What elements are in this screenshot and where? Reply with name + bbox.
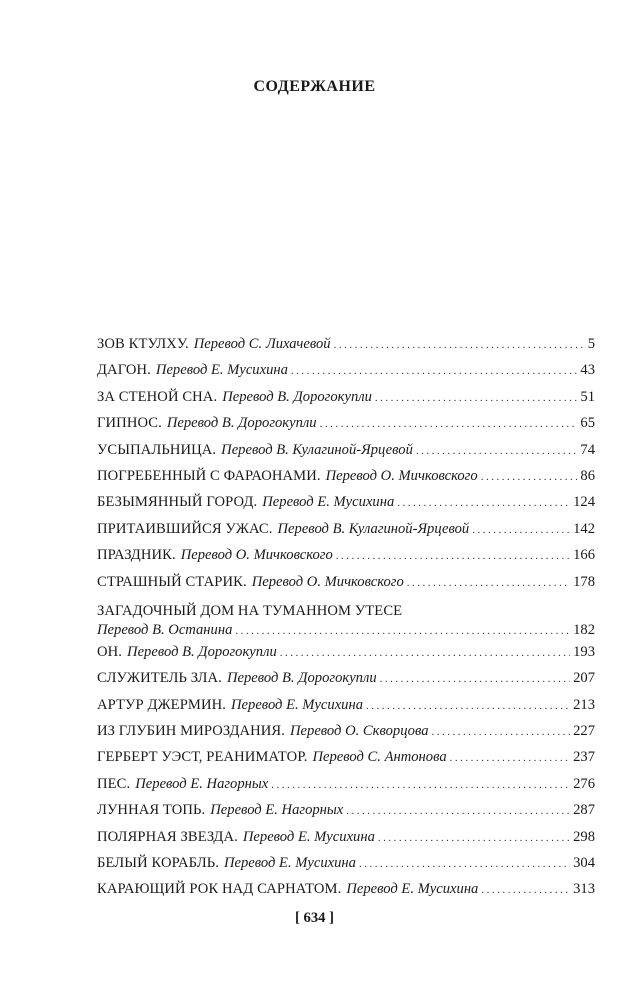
entry-title: ПЕС. [97, 775, 131, 792]
toc-entry [97, 776, 595, 802]
entry-page: 193 [573, 643, 595, 660]
entry-page: 237 [573, 749, 595, 766]
entry-translator: Перевод О. Мичковского [251, 573, 404, 590]
leader-dots [378, 832, 570, 844]
entry-page: 227 [573, 723, 595, 740]
leader-dots [397, 497, 570, 509]
entry-page: 298 [573, 828, 595, 845]
entry-page: 207 [573, 670, 595, 687]
entry-page: 5 [587, 336, 595, 352]
entry-translator: Перевод О. Скворцова [290, 723, 429, 740]
entry-translator: Перевод В. Останина [97, 621, 233, 638]
entry-title: ПОГРЕБЕННЫЙ С ФАРАОНАМИ. [97, 467, 321, 484]
entry-translator: Перевод Е. Мусихина [262, 494, 395, 511]
toc-entry [97, 389, 595, 415]
toc-entry [97, 521, 595, 547]
entry-page: 313 [573, 881, 595, 898]
entry-title: ГИПНОС. [97, 415, 162, 432]
leader-dots [432, 726, 571, 738]
table-of-contents [97, 336, 595, 908]
leader-dots [375, 392, 577, 404]
leader-dots [334, 339, 585, 351]
entry-page: 182 [573, 621, 595, 638]
leader-dots [235, 625, 570, 637]
entry-translator: Перевод Е. Мусихина [242, 828, 375, 845]
toc-entry [97, 547, 595, 573]
toc-entry [97, 415, 595, 441]
toc-entry [97, 881, 595, 907]
entry-title: ЗАГАДОЧНЫЙ ДОМ НА ТУМАННОМ УТЕСЕ [97, 602, 403, 619]
entry-title: ЛУННАЯ ТОПЬ. [97, 802, 206, 819]
leader-dots [407, 577, 570, 589]
toc-entry [97, 670, 595, 696]
entry-translator: Перевод О. Мичковского [180, 547, 333, 564]
leader-dots [366, 700, 570, 712]
entry-page: 65 [580, 415, 595, 432]
toc-entry [97, 855, 595, 881]
leader-dots [359, 858, 570, 870]
toc-entry [97, 749, 595, 775]
entry-translator: Перевод В. Дорогокупли [226, 670, 377, 687]
entry-page: 74 [580, 441, 595, 458]
entry-page: 86 [580, 467, 595, 484]
entry-title: КАРАЮЩИЙ РОК НАД САРНАТОМ. [97, 881, 342, 898]
page-number: [ 634 ] [295, 910, 334, 926]
entry-page: 287 [573, 802, 595, 819]
entry-title: ЗА СТЕНОЙ СНА. [97, 388, 218, 405]
entry-page: 43 [580, 362, 595, 379]
entry-title: СТРАШНЫЙ СТАРИК. [97, 573, 247, 590]
toc-entry [97, 802, 595, 828]
entry-page: 142 [573, 520, 595, 537]
toc-entry [97, 336, 595, 362]
entry-translator: Перевод Е. Нагорных [135, 775, 269, 792]
entry-translator: Перевод Е. Нагорных [210, 802, 344, 819]
entry-title: ОН. [97, 643, 123, 660]
entry-title: ИЗ ГЛУБИН МИРОЗДАНИЯ. [97, 723, 285, 740]
entry-title: ЗОВ КТУЛХУ. [97, 336, 189, 352]
leader-dots [336, 550, 570, 562]
entry-translator: Перевод О. Мичковского [325, 467, 478, 484]
entry-title: СЛУЖИТЕЛЬ ЗЛА. [97, 670, 222, 687]
leader-dots [291, 365, 578, 377]
entry-translator: Перевод С. Антонова [312, 749, 447, 766]
entry-page: 51 [580, 388, 595, 405]
entry-page: 166 [573, 547, 595, 564]
leader-dots [320, 418, 578, 430]
entry-translator: Перевод В. Дорогокупли [222, 388, 372, 405]
entry-title: БЕЗЫМЯННЫЙ ГОРОД. [97, 494, 258, 511]
entry-title: ПРАЗДНИК. [97, 547, 176, 564]
entry-title: БЕЛЫЙ КОРАБЛЬ. [97, 855, 219, 872]
entry-title: ПОЛЯРНАЯ ЗВЕЗДА. [97, 828, 238, 845]
toc-entry [97, 574, 595, 600]
entry-translator: Перевод Е. Мусихина [231, 696, 364, 713]
toc-entry [97, 600, 595, 644]
leader-dots [346, 805, 570, 817]
toc-entry [97, 468, 595, 494]
toc-entry [97, 494, 595, 520]
toc-entry [97, 723, 595, 749]
toc-entry [97, 362, 595, 388]
toc-entry [97, 644, 595, 670]
entry-title: УСЫПАЛЬНИЦА. [97, 441, 217, 458]
entry-title: ГЕРБЕРТ УЭСТ, РЕАНИМАТОР. [97, 749, 308, 766]
entry-translator: Перевод В. Дорогокупли [127, 643, 277, 660]
entry-title: ДАГОН. [97, 362, 151, 379]
entry-translator: Перевод Е. Мусихина [223, 855, 356, 872]
entry-page: 276 [573, 775, 595, 792]
page-title: СОДЕРЖАНИЕ [253, 78, 376, 95]
entry-title: АРТУР ДЖЕРМИН. [97, 696, 227, 713]
leader-dots [416, 445, 578, 457]
leader-dots [450, 752, 570, 764]
entry-translator: Перевод Е. Мусихина [155, 362, 288, 379]
leader-dots [280, 647, 570, 659]
leader-dots [481, 884, 570, 896]
entry-translator: Перевод В. Кулагиной-Ярцевой [221, 441, 413, 458]
entry-translator: Перевод В. Кулагиной-Ярцевой [277, 520, 470, 537]
entry-translator: Перевод В. Дорогокупли [166, 415, 317, 432]
leader-dots [481, 471, 578, 483]
entry-page: 213 [573, 696, 595, 713]
entry-title: ПРИТАИВШИЙСЯ УЖАС. [97, 520, 273, 537]
entry-page: 304 [573, 855, 595, 872]
toc-entry [97, 697, 595, 723]
leader-dots [380, 673, 570, 685]
entry-page: 124 [573, 494, 595, 511]
entry-translator: Перевод Е. Мусихина [346, 881, 479, 898]
leader-dots [271, 779, 570, 791]
leader-dots [472, 524, 570, 536]
entry-translator: Перевод С. Лихачевой [193, 336, 331, 352]
toc-entry [97, 829, 595, 855]
entry-page: 178 [573, 573, 595, 590]
toc-entry [97, 442, 595, 468]
